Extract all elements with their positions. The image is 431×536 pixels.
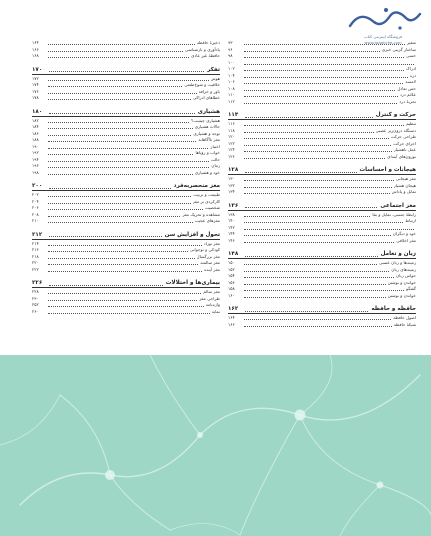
entry-page-number: ۱۰۶	[228, 79, 235, 84]
entry-title: ساختار گزینی خبری	[381, 46, 416, 52]
entry-title: دستگاه درون‌ریز عصبی	[375, 127, 416, 133]
dot-leader	[244, 87, 395, 91]
toc-section	[32, 279, 220, 315]
entry-title: مغز سالم	[203, 289, 220, 294]
section-title: مغز منحصربه‌فرد	[173, 183, 220, 189]
entry-page-number: ۱۲۰	[228, 134, 235, 139]
section-heading[interactable]	[228, 250, 416, 259]
dot-leader	[48, 77, 209, 81]
dot-leader	[244, 219, 403, 223]
neuron-icon	[0, 355, 431, 536]
section-title: مغز اجتماعی	[380, 202, 416, 209]
dot-leader	[48, 151, 193, 155]
entry-page-number: ۲۱۴	[32, 240, 39, 246]
entry-page-number: ۹۸	[228, 53, 233, 58]
entry-title: لامسه	[405, 79, 416, 84]
dot-leader	[244, 54, 404, 58]
entry-title: شبکهٔ حافظه	[393, 321, 416, 327]
entry-page-number: ۱۱۸	[228, 127, 235, 133]
dot-leader	[244, 323, 392, 327]
dot-leader	[244, 232, 391, 236]
toc-section	[228, 40, 416, 105]
entry-page-number: ۱۴۲	[228, 224, 235, 230]
entry-page-number: ۱۲۴	[228, 147, 235, 152]
dot-leader	[244, 93, 398, 97]
entry-page-number: ۱۴۴	[228, 231, 235, 236]
dot-leader	[48, 206, 203, 210]
entry-page-number: ۱۱۶	[228, 121, 235, 126]
entry-page-number: ۲۲۸	[32, 289, 39, 294]
dot-leader	[244, 294, 386, 298]
entry-page-number: ۱۸۲	[32, 117, 39, 123]
toc-section	[32, 231, 220, 274]
entry-page-number: ۱۹۸	[32, 169, 39, 175]
dot-leader	[48, 303, 204, 307]
toc-section	[32, 40, 220, 60]
entry-page-number: ۱۲۶	[228, 153, 235, 159]
toc-left-column	[32, 40, 220, 321]
toc-entry[interactable]	[228, 322, 416, 329]
dot-leader	[244, 226, 414, 230]
dot-leader	[244, 74, 408, 78]
dot-leader	[48, 83, 182, 87]
dot-leader	[48, 193, 191, 197]
toc-section	[32, 108, 220, 177]
toc-entry[interactable]	[228, 99, 416, 106]
toc-entry[interactable]	[32, 218, 220, 225]
dot-leader	[48, 41, 195, 45]
entry-page-number: ۲۰۶	[32, 205, 39, 210]
dot-leader	[244, 268, 389, 272]
entry-title: شخصیت	[204, 205, 220, 210]
dot-leader	[244, 80, 403, 84]
entry-title: اصول حافظه	[393, 315, 416, 320]
section-title: زبان و تعامل	[380, 251, 416, 257]
logo-caption: فروشگاه اینترنتی کتاب	[363, 34, 403, 39]
dot-leader	[48, 242, 202, 246]
entry-page-number: ۲۰۸	[32, 211, 39, 217]
entry-page-number: ۱۷۲	[32, 75, 39, 81]
dot-leader	[49, 67, 204, 72]
entry-page-number: ۲۰۴	[32, 198, 39, 204]
entry-page-number: ۱۱۰	[228, 92, 235, 97]
dot-leader	[244, 190, 390, 194]
section-heading[interactable]	[32, 66, 220, 75]
entry-page-number: ۱۳۴	[228, 189, 235, 194]
entry-title: خود و دیگران	[392, 231, 416, 236]
toc-section	[228, 250, 416, 299]
section-page-number: ۱۷۰	[32, 66, 43, 73]
dot-leader	[48, 200, 191, 204]
entry-title: مغزهای عجیب	[194, 218, 220, 223]
section-heading[interactable]	[228, 202, 416, 211]
dot-leader	[244, 61, 414, 65]
section-page-number: ۱۲۸	[228, 167, 239, 173]
dot-leader	[244, 177, 394, 181]
entry-page-number: ۱۶۰	[228, 292, 235, 298]
entry-page-number: ۱۶۴	[32, 40, 39, 45]
section-title: هیجانات و احساسات	[359, 167, 416, 173]
entry-page-number: ۱۳۰	[228, 176, 235, 181]
entry-title: خود و هشیاری	[194, 169, 220, 175]
section-title: تحول و افزایش سن	[164, 231, 220, 238]
entry-title: مغز سالمند	[200, 260, 220, 265]
entry-page-number: ۱۵۰	[228, 260, 235, 265]
entry-title: طراحی مغز	[199, 295, 220, 301]
dot-leader	[244, 155, 385, 159]
section-title: حافظه و حافظه	[371, 306, 416, 312]
entry-title: مغز نوزاد	[203, 240, 220, 246]
entry-title: مغز بزرگسال	[196, 253, 220, 259]
entry-page-number: ۲۱۰	[32, 218, 39, 223]
entry-page-number: ۱۷۸	[32, 95, 39, 100]
section-title: حرکت و کنترل	[375, 112, 416, 118]
dot-leader	[244, 122, 404, 126]
entry-title: ذخیرهٔ حافظه	[196, 40, 220, 45]
dot-leader	[244, 41, 405, 45]
entry-page-number: ۱۶۸	[32, 53, 39, 58]
entry-page-number: ۹۶	[228, 46, 233, 52]
entry-page-number: ۱۳۸	[228, 211, 235, 217]
dot-leader	[48, 54, 189, 58]
logo-url[interactable]: www.taaghche.com	[364, 40, 402, 45]
entry-page-number: ۲۲۲	[32, 266, 39, 272]
entry-page-number: ۱۷۶	[32, 88, 39, 94]
entry-title: زمان	[211, 163, 220, 168]
logo-mark-icon	[340, 4, 428, 34]
section-heading[interactable]	[32, 182, 220, 191]
toc-section	[228, 166, 416, 196]
entry-title: حالت	[210, 156, 220, 162]
entry-title: متغیر	[406, 40, 416, 45]
entry-title: هوش	[210, 75, 220, 81]
entry-title: عمل ناهشیار	[393, 147, 416, 152]
dot-leader	[48, 248, 188, 252]
dot-leader	[48, 268, 202, 272]
entry-page-number: ۲۳۰	[32, 295, 39, 301]
section-page-number: ۱۱۴	[228, 112, 239, 118]
dot-leader	[48, 164, 209, 168]
entry-title: باور و خرافه	[198, 88, 220, 94]
section-title: تفکر	[207, 66, 220, 73]
entry-title: تنظیم	[406, 121, 416, 126]
entry-title: ذره	[409, 72, 416, 78]
dot-leader	[244, 135, 389, 139]
dot-leader	[244, 148, 392, 152]
dot-leader	[48, 219, 193, 223]
dot-leader	[244, 239, 394, 243]
entry-page-number: ۱۹۶	[32, 163, 39, 168]
dot-leader	[48, 48, 183, 52]
entry-title: هشیاری چیست؟	[190, 117, 220, 123]
entry-title: خواب و رؤیاها	[195, 150, 220, 155]
toc-entry[interactable]	[32, 267, 220, 274]
dot-leader	[244, 287, 404, 291]
entry-title: نورون‌های آینه‌ای	[387, 153, 416, 159]
entry-title: حسی	[406, 53, 416, 58]
entry-title: طراحی حرکت	[390, 134, 416, 139]
entry-page-number: ۲۱۸	[32, 253, 39, 259]
dot-leader	[244, 184, 392, 188]
entry-title: گفتگو	[406, 286, 416, 291]
toc-entry[interactable]	[32, 309, 220, 316]
entry-title: خطاهای ادراکی	[192, 95, 220, 100]
entry-page-number: ۱۳۲	[228, 182, 235, 188]
dot-leader	[244, 213, 370, 217]
section-page-number: ۲۲۶	[32, 280, 43, 286]
section-page-number: ۲۱۲	[32, 231, 43, 238]
entry-page-number: ۱۶۶	[32, 46, 39, 52]
section-heading[interactable]	[32, 279, 220, 288]
entry-page-number: ۱۰۰	[228, 59, 235, 65]
entry-title: رابطهٔ جنسی، تمایل و بقا	[372, 211, 416, 217]
toc-entry[interactable]	[32, 170, 220, 177]
entry-title: حواس زبان	[396, 273, 416, 278]
section-heading[interactable]	[32, 231, 220, 240]
entry-page-number: ۱۵۸	[228, 286, 235, 291]
dot-leader	[49, 281, 163, 286]
section-page-number: ۱۴۸	[228, 251, 239, 257]
dot-leader	[48, 261, 198, 265]
toc-right-column	[228, 40, 416, 334]
entry-page-number: ۱۲۲	[228, 140, 235, 146]
dot-leader	[244, 67, 404, 71]
dot-leader	[244, 274, 394, 278]
toc-section	[32, 66, 220, 102]
entry-page-number: ۱۴۰	[228, 218, 235, 223]
entry-page-number: ۲۲۰	[32, 260, 39, 265]
entry-title: خلاقیت و شوخ‌طبعی	[184, 82, 220, 87]
dot-leader	[49, 232, 162, 237]
dot-leader	[48, 158, 209, 162]
entry-page-number: ۱۰۴	[228, 72, 235, 78]
entry-title: حالات هشیاری	[194, 124, 220, 129]
entry-title: خواندن و نوشتن	[387, 279, 416, 285]
dot-leader	[244, 142, 391, 146]
entry-title: مغز ناآگاهانه	[198, 137, 220, 142]
entry-page-number: ۱۹۲	[32, 150, 39, 155]
entry-page-number: ۹۳	[228, 40, 233, 45]
entry-title: اجرای حرکت	[393, 140, 416, 146]
entry-title: خواندن و نوشتن	[387, 292, 416, 298]
entry-page-number: ۱۸۸	[32, 137, 39, 142]
entry-title: زمینه‌ها و زبان عصبی	[379, 260, 416, 265]
dot-leader	[48, 132, 191, 136]
entry-page-number: ۲۵۲	[32, 302, 39, 307]
entry-page-number: ۲۰۲	[32, 192, 39, 197]
entry-title: مغز اخلاقی	[396, 237, 416, 243]
entry-title: طبیعت و تربیت	[193, 192, 220, 197]
section-heading[interactable]	[228, 166, 416, 175]
entry-page-number: ۱۵۶	[228, 279, 235, 285]
toc-section	[228, 202, 416, 245]
toc-entry[interactable]	[32, 95, 220, 102]
dot-leader	[48, 145, 208, 149]
toc-entry[interactable]	[228, 238, 416, 245]
entry-title: ارتباط	[405, 218, 416, 223]
dot-leader	[244, 129, 374, 133]
neuron-illustration-band	[0, 355, 431, 536]
toc-section	[32, 182, 220, 225]
entry-title: تمایل و پاداش	[391, 189, 416, 194]
entry-page-number: ۱۶۴	[228, 315, 235, 320]
entry-page-number: ۲۱۶	[32, 247, 39, 252]
toc-entry[interactable]	[32, 53, 220, 60]
entry-title: تجربهٔ درد	[399, 98, 416, 104]
section-title: هشیاری	[197, 108, 220, 115]
dot-leader	[245, 252, 378, 257]
dot-leader	[245, 113, 373, 118]
section-page-number: ۱۸۰	[32, 108, 43, 115]
entry-title: حافظهٔ غیر عادی	[191, 53, 220, 58]
dot-leader	[48, 290, 201, 294]
dot-leader	[244, 48, 380, 52]
dot-leader	[245, 168, 357, 173]
dot-leader	[245, 203, 377, 208]
section-page-number: ۲۰۰	[32, 183, 43, 189]
entry-title: واژه‌نامه	[205, 302, 220, 307]
toc-entry[interactable]	[228, 154, 416, 161]
toc-section	[228, 111, 416, 160]
section-title: بیماری‌ها و اختلالات	[165, 280, 220, 286]
dot-leader	[49, 109, 195, 114]
section-page-number: ۱۶۲	[228, 306, 239, 312]
entry-page-number: ۱۶۶	[228, 321, 235, 327]
entry-page-number: ۱۵۴	[228, 273, 235, 278]
entry-page-number: ۱۱۲	[228, 98, 235, 104]
dot-leader	[48, 255, 195, 259]
entry-title: یادآوری و بازشناسی	[185, 46, 220, 52]
entry-title: زمینه‌های زبان	[391, 266, 416, 272]
dot-leader	[48, 96, 191, 100]
entry-title: علائم درد	[399, 92, 416, 97]
entry-title: کارکردی بر مغز	[192, 198, 220, 204]
entry-page-number: ۲۶۰	[32, 308, 39, 314]
entry-page-number: ۱۵۲	[228, 266, 235, 272]
section-heading[interactable]	[228, 111, 416, 120]
entry-title: مشاهده و تحریک مغز	[182, 211, 220, 217]
entry-title: اختیار	[210, 143, 220, 149]
section-heading[interactable]	[32, 108, 220, 117]
dot-leader	[49, 184, 171, 189]
entry-title: توجه و هشیاری	[193, 130, 220, 136]
dot-leader	[244, 261, 377, 265]
entry-title: مغز هیجانی	[395, 176, 416, 181]
section-heading[interactable]	[228, 305, 416, 314]
entry-title: نمایه	[211, 308, 220, 314]
dot-leader	[48, 213, 180, 217]
entry-title: مغز آینده	[204, 266, 220, 272]
section-page-number: ۱۳۶	[228, 202, 239, 209]
entry-page-number: ۱۰۸	[228, 85, 235, 91]
dot-leader	[48, 138, 196, 142]
dot-leader	[48, 119, 189, 123]
entry-page-number: ۱۴۶	[228, 237, 235, 243]
dot-leader	[48, 171, 193, 175]
entry-page-number: ۱۸۴	[32, 124, 39, 129]
entry-title: ادراک	[406, 66, 416, 71]
dot-leader	[48, 90, 197, 94]
dot-leader	[48, 125, 193, 129]
dot-leader	[244, 281, 386, 285]
entry-page-number: ۱۸۶	[32, 130, 39, 136]
entry-page-number: ۱۰۲	[228, 66, 235, 71]
dot-leader	[244, 100, 397, 104]
entry-title: کودکی و نوجوانی	[189, 247, 220, 252]
toc-entry[interactable]	[228, 293, 416, 300]
dot-leader	[244, 316, 391, 320]
entry-title: حس تعادل	[397, 85, 416, 91]
entry-page-number: ۱۹۰	[32, 143, 39, 149]
entry-page-number: ۱۷۴	[32, 82, 39, 87]
entry-title: هیجان هشیار	[393, 182, 416, 188]
dot-leader	[48, 297, 197, 301]
entry-page-number: ۱۹۴	[32, 156, 39, 162]
toc-section	[228, 305, 416, 328]
dot-leader	[48, 310, 210, 314]
toc-entry[interactable]	[228, 189, 416, 196]
dot-leader	[245, 307, 368, 312]
